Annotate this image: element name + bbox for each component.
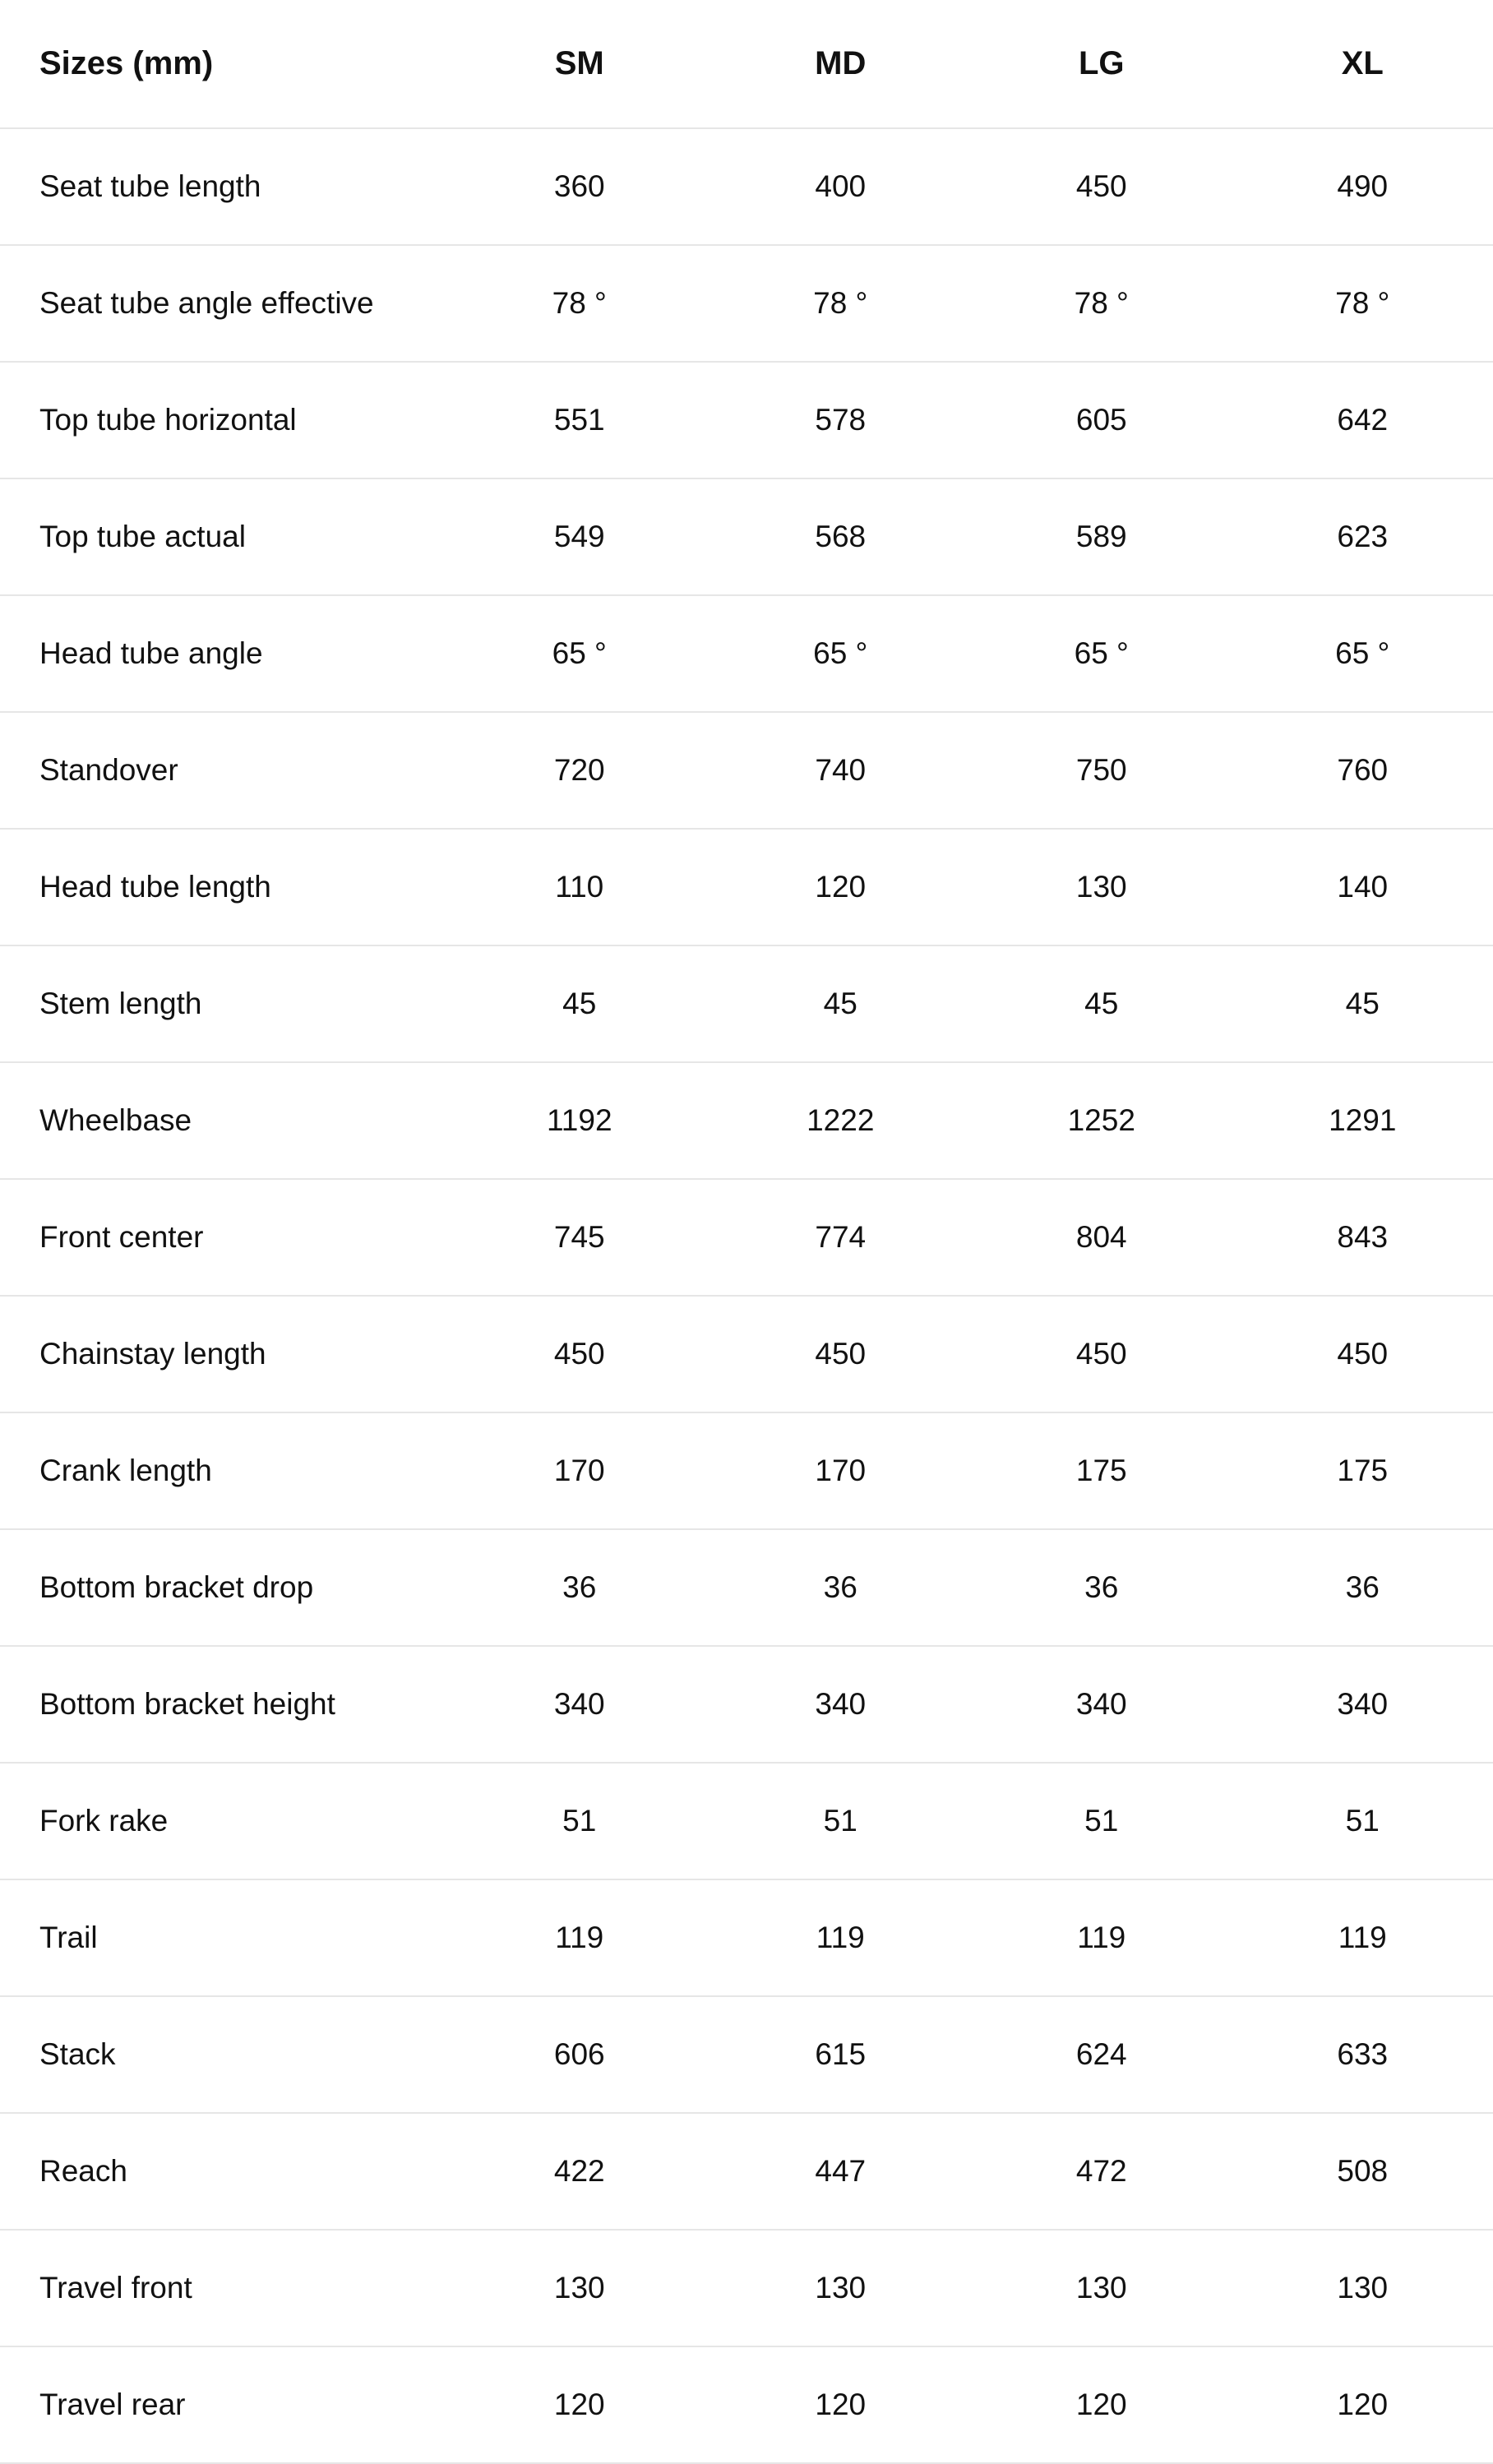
row-label: Top tube actual [0, 478, 449, 595]
table-row [0, 1529, 1493, 1646]
value-cell: 450 [971, 128, 1232, 245]
row-label: Crank length [0, 1412, 449, 1529]
value-cell: 130 [971, 829, 1232, 945]
value-cell: 45 [710, 945, 972, 1062]
value-cell: 120 [1232, 2346, 1493, 2463]
table-row [0, 1763, 1493, 1879]
value-cell: 568 [710, 478, 972, 595]
value-cell: 1291 [1232, 1062, 1493, 1179]
table-body [0, 128, 1493, 2463]
header-row [0, 0, 1493, 128]
value-cell: 606 [449, 1996, 710, 2113]
row-label: Chainstay length [0, 1296, 449, 1412]
value-cell: 422 [449, 2113, 710, 2230]
table-row [0, 362, 1493, 478]
table-header [0, 0, 1493, 128]
row-label: Seat tube length [0, 128, 449, 245]
row-label: Standover [0, 712, 449, 829]
value-cell: 400 [710, 128, 972, 245]
value-cell: 65 ° [1232, 595, 1493, 712]
row-label: Bottom bracket height [0, 1646, 449, 1763]
value-cell: 750 [971, 712, 1232, 829]
value-cell: 119 [1232, 1879, 1493, 1996]
value-cell: 36 [1232, 1529, 1493, 1646]
value-cell: 720 [449, 712, 710, 829]
row-label: Wheelbase [0, 1062, 449, 1179]
value-cell: 450 [710, 1296, 972, 1412]
value-cell: 450 [971, 1296, 1232, 1412]
value-cell: 804 [971, 1179, 1232, 1296]
value-cell: 340 [710, 1646, 972, 1763]
value-cell: 615 [710, 1996, 972, 2113]
value-cell: 360 [449, 128, 710, 245]
row-label: Travel front [0, 2230, 449, 2346]
value-cell: 578 [710, 362, 972, 478]
value-cell: 120 [710, 2346, 972, 2463]
row-label: Trail [0, 1879, 449, 1996]
value-cell: 170 [449, 1412, 710, 1529]
value-cell: 1252 [971, 1062, 1232, 1179]
value-cell: 65 ° [710, 595, 972, 712]
value-cell: 45 [1232, 945, 1493, 1062]
value-cell: 549 [449, 478, 710, 595]
value-cell: 760 [1232, 712, 1493, 829]
sizes-unit-heading: Sizes (mm) [0, 0, 449, 128]
value-cell: 340 [449, 1646, 710, 1763]
value-cell: 119 [449, 1879, 710, 1996]
value-cell: 175 [971, 1412, 1232, 1529]
value-cell: 843 [1232, 1179, 1493, 1296]
value-cell: 472 [971, 2113, 1232, 2230]
row-label: Fork rake [0, 1763, 449, 1879]
table-row [0, 1179, 1493, 1296]
value-cell: 119 [710, 1879, 972, 1996]
value-cell: 175 [1232, 1412, 1493, 1529]
value-cell: 633 [1232, 1996, 1493, 2113]
value-cell: 140 [1232, 829, 1493, 945]
value-cell: 78 ° [1232, 245, 1493, 362]
table-row [0, 945, 1493, 1062]
table-row [0, 1646, 1493, 1763]
value-cell: 340 [971, 1646, 1232, 1763]
value-cell: 130 [971, 2230, 1232, 2346]
value-cell: 120 [710, 829, 972, 945]
value-cell: 119 [971, 1879, 1232, 1996]
value-cell: 78 ° [449, 245, 710, 362]
value-cell: 51 [971, 1763, 1232, 1879]
value-cell: 170 [710, 1412, 972, 1529]
table-row [0, 1996, 1493, 2113]
value-cell: 120 [449, 2346, 710, 2463]
table-row [0, 1412, 1493, 1529]
value-cell: 120 [971, 2346, 1232, 2463]
table-row [0, 712, 1493, 829]
size-header-md: MD [710, 0, 972, 128]
value-cell: 110 [449, 829, 710, 945]
row-label: Reach [0, 2113, 449, 2230]
row-label: Stem length [0, 945, 449, 1062]
row-label: Travel rear [0, 2346, 449, 2463]
value-cell: 65 ° [971, 595, 1232, 712]
table-row [0, 1296, 1493, 1412]
value-cell: 605 [971, 362, 1232, 478]
value-cell: 623 [1232, 478, 1493, 595]
value-cell: 45 [449, 945, 710, 1062]
table-row [0, 245, 1493, 362]
value-cell: 36 [710, 1529, 972, 1646]
table-row [0, 478, 1493, 595]
size-header-sm: SM [449, 0, 710, 128]
value-cell: 65 ° [449, 595, 710, 712]
value-cell: 78 ° [971, 245, 1232, 362]
value-cell: 508 [1232, 2113, 1493, 2230]
value-cell: 78 ° [710, 245, 972, 362]
table-row [0, 829, 1493, 945]
table-row [0, 128, 1493, 245]
row-label: Front center [0, 1179, 449, 1296]
table-row [0, 2230, 1493, 2346]
size-header-xl: XL [1232, 0, 1493, 128]
row-label: Head tube angle [0, 595, 449, 712]
value-cell: 774 [710, 1179, 972, 1296]
value-cell: 551 [449, 362, 710, 478]
value-cell: 450 [449, 1296, 710, 1412]
row-label: Seat tube angle effective [0, 245, 449, 362]
value-cell: 447 [710, 2113, 972, 2230]
table-row [0, 1062, 1493, 1179]
value-cell: 130 [449, 2230, 710, 2346]
value-cell: 589 [971, 478, 1232, 595]
value-cell: 130 [1232, 2230, 1493, 2346]
value-cell: 642 [1232, 362, 1493, 478]
value-cell: 36 [449, 1529, 710, 1646]
value-cell: 36 [971, 1529, 1232, 1646]
table-row [0, 595, 1493, 712]
row-label: Top tube horizontal [0, 362, 449, 478]
value-cell: 130 [710, 2230, 972, 2346]
value-cell: 51 [449, 1763, 710, 1879]
value-cell: 51 [1232, 1763, 1493, 1879]
table-row [0, 2113, 1493, 2230]
row-label: Head tube length [0, 829, 449, 945]
value-cell: 1222 [710, 1062, 972, 1179]
size-header-lg: LG [971, 0, 1232, 128]
value-cell: 340 [1232, 1646, 1493, 1763]
table-row [0, 2346, 1493, 2463]
row-label: Bottom bracket drop [0, 1529, 449, 1646]
value-cell: 1192 [449, 1062, 710, 1179]
value-cell: 740 [710, 712, 972, 829]
value-cell: 490 [1232, 128, 1493, 245]
table-row [0, 1879, 1493, 1996]
value-cell: 745 [449, 1179, 710, 1296]
value-cell: 624 [971, 1996, 1232, 2113]
value-cell: 45 [971, 945, 1232, 1062]
value-cell: 450 [1232, 1296, 1493, 1412]
value-cell: 51 [710, 1763, 972, 1879]
row-label: Stack [0, 1996, 449, 2113]
